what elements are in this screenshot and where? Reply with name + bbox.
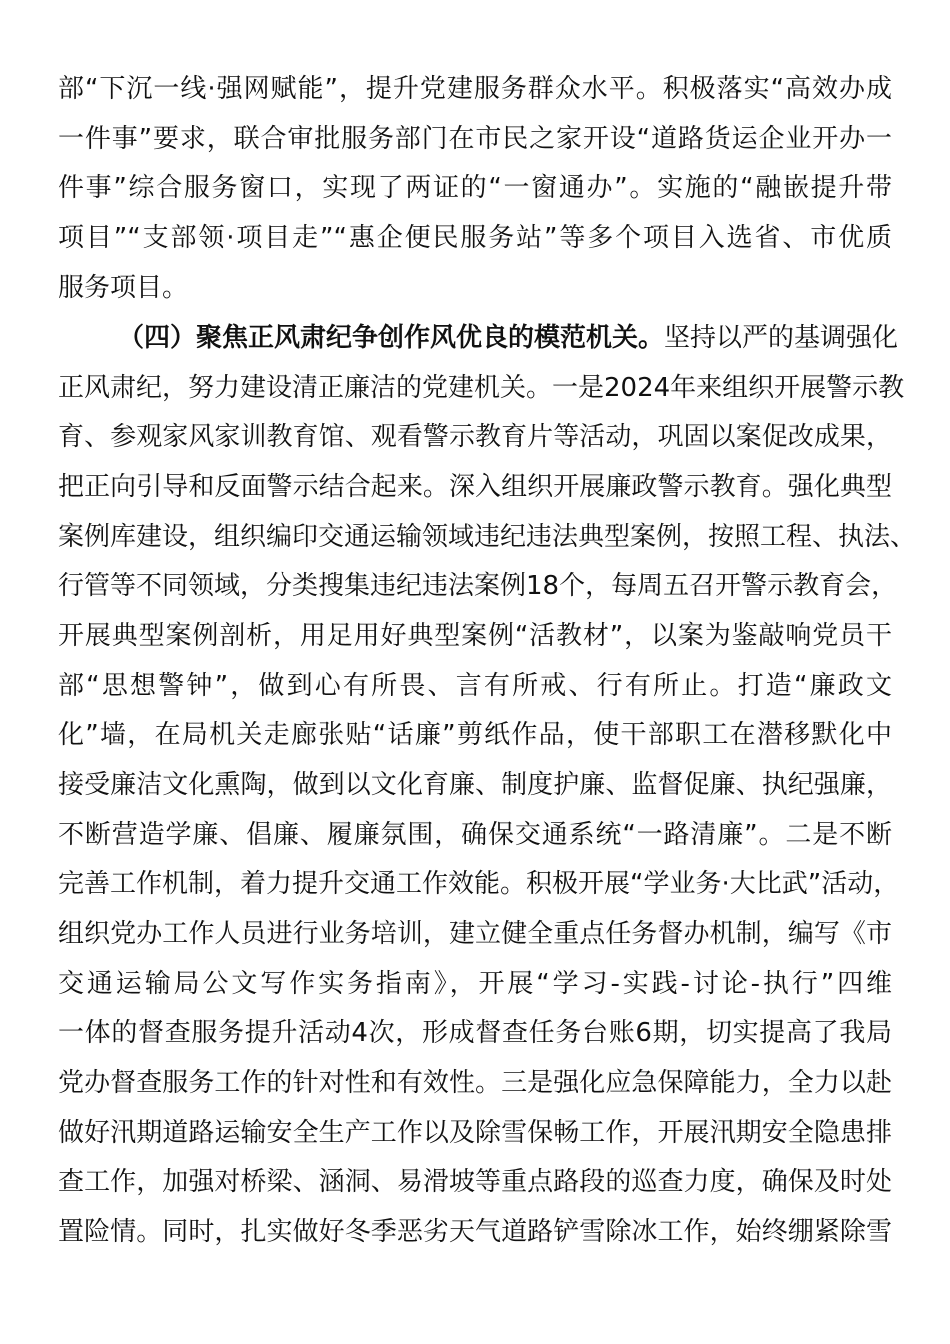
- section-four-first-line: [118, 313, 899, 363]
- section-heading-rest: 坚持以严的基调强化: [664, 323, 899, 353]
- paragraph-line: 接受廉洁文化熏陶，做到以文化育廉、制度护廉、监督促廉、执纪强廉，: [58, 770, 892, 800]
- paragraph-line: 查工作，加强对桥梁、涵洞、易滑坡等重点路段的巡查力度，确保及时处: [58, 1167, 892, 1197]
- paragraph-line: 把正向引导和反面警示结合起来。深入组织开展廉政警示教育。强化典型: [58, 472, 892, 502]
- paragraph-line: 服务项目。: [58, 273, 189, 303]
- paragraph-line: 育、参观家风家训教育馆、观看警示教育片等活动，巩固以案促改成果，: [58, 422, 892, 452]
- paragraph-line: 不断营造学廉、倡廉、履廉氛围，确保交通系统“一路清廉”。二是不断: [58, 820, 892, 850]
- section-heading: （四）聚焦正风肃纪争创作风优良的模范机关。: [118, 323, 665, 353]
- paragraph-line: 正风肃纪，努力建设清正廉洁的党建机关。一是2024年来组织开展警示教: [58, 373, 905, 403]
- paragraph-line: 一件事”要求，联合审批服务部门在市民之家开设“道路货运企业开办一: [58, 124, 892, 154]
- paragraph-line: 置险情。同时，扎实做好冬季恶劣天气道路铲雪除冰工作，始终绷紧除雪: [58, 1217, 892, 1247]
- paragraph-line: 组织党办工作人员进行业务培训，建立健全重点任务督办机制，编写《市: [58, 919, 892, 949]
- paragraph-line: 行管等不同领域，分类搜集违纪违法案例18个，每周五召开警示教育会，: [58, 571, 898, 601]
- paragraph-line: 部“下沉一线·强网赋能”，提升党建服务群众水平。积极落实“高效办成: [58, 74, 892, 104]
- paragraph-line: 做好汛期道路运输安全生产工作以及除雪保畅工作，开展汛期安全隐患排: [58, 1118, 892, 1148]
- paragraph-line: 项目”“支部领·项目走”“惠企便民服务站”等多个项目入选省、市优质: [58, 223, 892, 253]
- paragraph-line: 交通运输局公文写作实务指南》，开展“学习-实践-讨论-执行”四维: [58, 969, 892, 999]
- paragraph-line: 一体的督查服务提升活动4次，形成督查任务台账6期，切实提高了我局: [58, 1018, 892, 1048]
- paragraph-line: 开展典型案例剖析，用足用好典型案例“活教材”，以案为鉴敲响党员干: [58, 621, 892, 651]
- paragraph-line: 完善工作机制，着力提升交通工作效能。积极开展“学业务·大比武”活动，: [58, 869, 900, 899]
- paragraph-line: 化”墙，在局机关走廊张贴“话廉”剪纸作品，使干部职工在潜移默化中: [58, 720, 892, 750]
- paragraph-line: 部“思想警钟”，做到心有所畏、言有所戒、行有所止。打造“廉政文: [58, 671, 892, 701]
- paragraph-line: 党办督查服务工作的针对性和有效性。三是强化应急保障能力，全力以赴: [58, 1068, 892, 1098]
- paragraph-line: 案例库建设，组织编印交通运输领域违纪违法典型案例，按照工程、执法、: [58, 522, 917, 552]
- paragraph-line: 件事”综合服务窗口，实现了两证的“一窗通办”。实施的“融嵌提升带: [58, 173, 892, 203]
